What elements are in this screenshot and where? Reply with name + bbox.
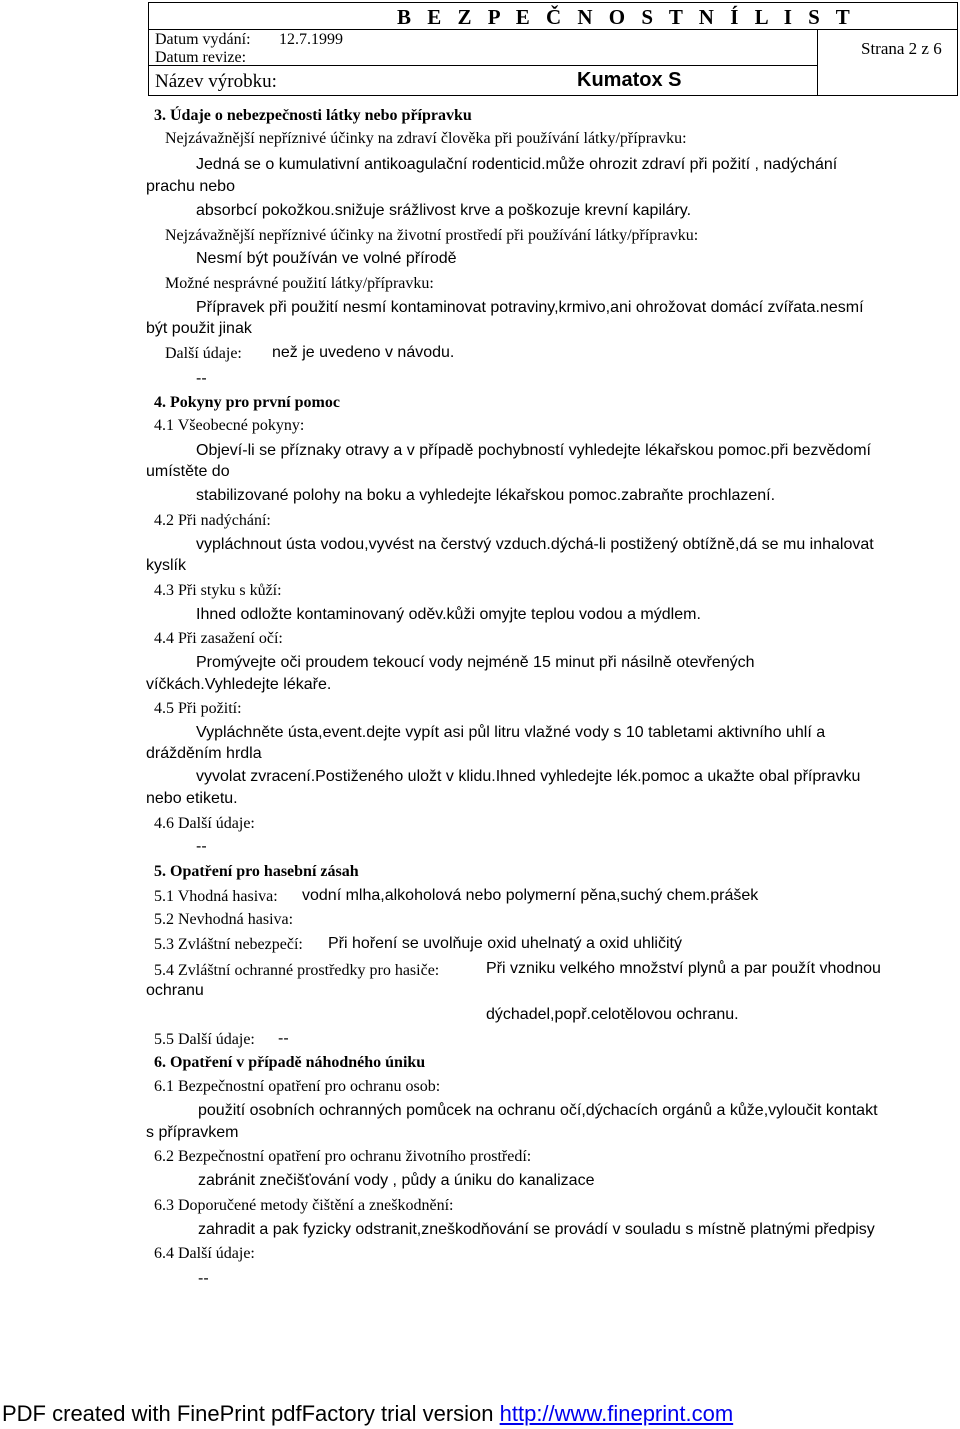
ingestion-text: nebo etiketu. (146, 790, 238, 807)
general-advice-label: 4.1 Všeobecné pokyny: (154, 417, 305, 434)
skin-contact-label: 4.3 Při styku s kůží: (154, 582, 282, 599)
general-advice-text: umístěte do (146, 463, 230, 480)
environment-effects-label: Nejzávažnější nepříznivé účinky na životní prostředí při používání látky/přípravku: (165, 227, 699, 244)
issue-date-label: Datum vydání: (155, 31, 251, 48)
page-number: Strana 2 z 6 (861, 39, 942, 58)
header-divider (817, 29, 818, 95)
footer-link[interactable]: http://www.fineprint.com (499, 1401, 734, 1426)
section-6-heading: 6. Opatření v případě náhodného úniku (154, 1054, 426, 1071)
general-advice-text: Objeví-li se příznaky otravy a v případě pochybností vyhledejte lékařskou pomoc.při bezvědomí (196, 442, 871, 459)
firefighting-other-dash: -- (278, 1030, 289, 1047)
section-3-heading: 3. Údaje o nebezpečnosti látky nebo přípravku (154, 107, 472, 124)
document-title: B E Z P E Č N O S T N Í L I S T (397, 5, 856, 29)
firefighting-other-label: 5.5 Další údaje: (154, 1031, 255, 1048)
inhalation-text: kyslík (146, 557, 186, 574)
health-effects-text: Jedná se o kumulativní antikoagulační rodenticid.může ohrozit zdraví při požití , nadýchání (196, 156, 838, 173)
environmental-precautions-text: zabránit znečišťování vody , půdy a úniku do kanalizace (198, 1172, 595, 1189)
release-other-label: 6.4 Další údaje: (154, 1245, 255, 1262)
section-5-heading: 5. Opatření pro hasební zásah (154, 863, 359, 880)
header-divider (149, 65, 817, 66)
health-effects-label: Nejzávažnější nepříznivé účinky na zdraví člověka při používání látky/přípravku: (165, 130, 687, 147)
footer-text: PDF created with FinePrint pdfFactory trial version (2, 1401, 500, 1426)
firefighter-ppe-text: ochranu (146, 982, 204, 999)
other-info-dash: -- (196, 370, 207, 387)
health-effects-text: absorbcí pokožkou.snižuje srážlivost krve a poškozuje krevní kapiláry. (196, 202, 692, 219)
inhalation-label: 4.2 Při nadýchání: (154, 512, 271, 529)
personal-precautions-label: 6.1 Bezpečnostní opatření pro ochranu osob: (154, 1078, 441, 1095)
eye-contact-text: víčkách.Vyhledejte lékaře. (146, 676, 332, 693)
firefighter-ppe-text: dýchadel,popř.celotělovou ochranu. (486, 1006, 739, 1023)
pdf-footer (2, 1401, 733, 1427)
section-4-heading: 4. Pokyny pro první pomoc (154, 394, 340, 411)
product-name-label: Název výrobku: (155, 71, 277, 92)
special-hazard-text: Při hoření se uvolňuje oxid uhelnatý a oxid uhličitý (328, 935, 682, 952)
special-hazard-label: 5.3 Zvláštní nebezpečí: (154, 936, 303, 953)
general-advice-text: stabilizované polohy na boku a vyhledejte lékařskou pomoc.zabraňte prochlazení. (196, 487, 776, 504)
personal-precautions-text: použití osobních ochranných pomůcek na ochranu očí,dýchacích orgánů a kůže,vyloučit kontakt (198, 1102, 878, 1119)
cleanup-methods-text: zahradit a pak fyzicky odstranit,zneškodňování se provádí v souladu s místně platnými předpisy (198, 1221, 875, 1238)
firefighter-ppe-label: 5.4 Zvláštní ochranné prostředky pro hasiče: (154, 962, 440, 979)
eye-contact-text: Promývejte oči proudem tekoucí vody nejméně 15 minut při násilně otevřených (196, 654, 755, 671)
ingestion-label: 4.5 Při požití: (154, 700, 242, 717)
suitable-media-text: vodní mlha,alkoholová nebo polymerní pěna,suchý chem.prášek (302, 887, 759, 904)
inhalation-text: vypláchnout ústa vodou,vyvést na čerstvý vzduch.dýchá-li postižený obtížně,dá se mu inhalovat (196, 536, 874, 553)
ingestion-text: drážděním hrdla (146, 745, 262, 762)
unsuitable-media-label: 5.2 Nevhodná hasiva: (154, 911, 294, 928)
misuse-text: být použit jinak (146, 320, 252, 337)
health-effects-text: prachu nebo (146, 178, 235, 195)
environment-effects-text: Nesmí být používán ve volné přírodě (196, 250, 457, 267)
skin-contact-text: Ihned odložte kontaminovaný oděv.kůži omyjte teplou vodou a mýdlem. (196, 606, 701, 623)
product-name: Kumatox S (577, 69, 682, 91)
first-aid-other-label: 4.6 Další údaje: (154, 815, 255, 832)
ingestion-text: vyvolat zvracení.Postiženého uložt v klidu.Ihned vyhledejte lék.pomoc a ukažte obal přípravku (196, 768, 861, 785)
other-info-label: Další údaje: (165, 345, 242, 362)
release-other-dash: -- (198, 1270, 209, 1287)
document-header (148, 2, 958, 96)
suitable-media-label: 5.1 Vhodná hasiva: (154, 888, 278, 905)
environmental-precautions-label: 6.2 Bezpečnostní opatření pro ochranu životního prostředí: (154, 1148, 532, 1165)
issue-date: 12.7.1999 (279, 31, 343, 48)
personal-precautions-text: s přípravkem (146, 1124, 239, 1141)
misuse-text: Přípravek při použití nesmí kontaminovat potraviny,krmivo,ani ohrožovat domácí zvířata.nesmí (196, 299, 864, 316)
first-aid-other-dash: -- (196, 838, 207, 855)
eye-contact-label: 4.4 Při zasažení očí: (154, 630, 283, 647)
ingestion-text: Vypláchněte ústa,event.dejte vypít asi půl litru vlažné vody s 10 tabletami aktivního uhlí a (196, 724, 826, 741)
cleanup-methods-label: 6.3 Doporučené metody čištění a zneškodnění: (154, 1197, 454, 1214)
firefighter-ppe-text: Při vzniku velkého množství plynů a par použít vhodnou (486, 960, 881, 977)
other-info-text: než je uvedeno v návodu. (272, 344, 455, 361)
misuse-label: Možné nesprávné použití látky/přípravku: (165, 275, 434, 292)
revision-date-label: Datum revize: (155, 49, 247, 66)
